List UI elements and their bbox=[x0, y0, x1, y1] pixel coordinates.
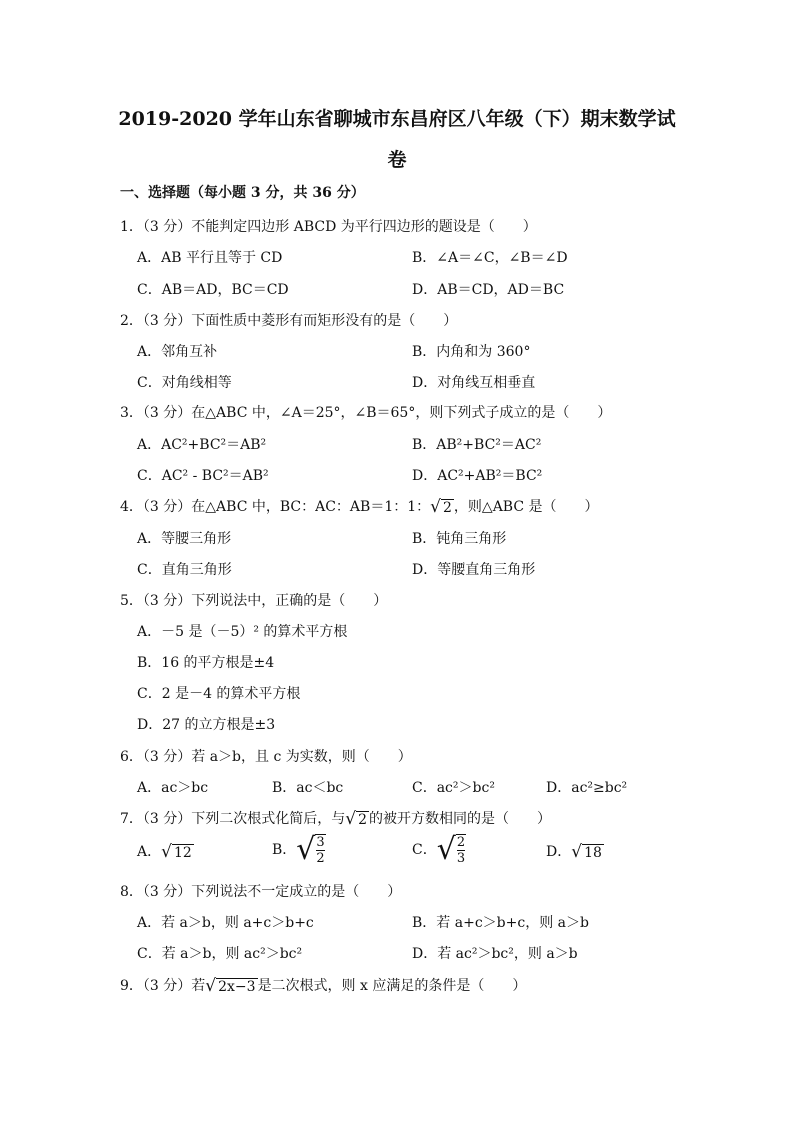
question-9-radicand: 2x−3 bbox=[218, 978, 256, 995]
question-2-stem: 2．（3 分）下面性质中菱形有而矩形没有的是（ ） bbox=[120, 313, 458, 329]
question-4-option-c: C．直角三角形 bbox=[137, 562, 232, 578]
question-8-option-c: C．若 a＞b，则 ac²＞bc² bbox=[137, 946, 303, 962]
fraction bbox=[456, 834, 466, 866]
option-d-radicand: 18 bbox=[584, 844, 602, 861]
numerator: 2 bbox=[456, 835, 466, 850]
question-7-option-a bbox=[137, 842, 194, 862]
question-1-option-b: B．∠A＝∠C，∠B＝∠D bbox=[412, 250, 568, 266]
option-d-label: D． bbox=[546, 844, 572, 860]
question-6-option-c: C．ac²＞bc² bbox=[412, 780, 495, 796]
question-8-option-b: B．若 a+c＞b+c，则 a＞b bbox=[412, 915, 589, 931]
question-3-option-c: C．AC² - BC²＝AB² bbox=[137, 468, 269, 484]
question-3-option-d: D．AC²+AB²＝BC² bbox=[412, 468, 543, 484]
question-7-stem-pre: 7．（3 分）下列二次根式化简后，与 bbox=[120, 811, 346, 827]
question-4-radicand: 2 bbox=[443, 499, 452, 516]
question-9-stem bbox=[120, 976, 526, 996]
question-1-option-c: C．AB＝AD，BC＝CD bbox=[137, 282, 289, 298]
question-2-option-c: C．对角线相等 bbox=[137, 375, 232, 391]
numerator: 3 bbox=[316, 835, 325, 850]
sqrt-symbol: √ $\frac{2}{3}$ bbox=[436, 832, 466, 867]
question-5-option-a: A．－5 是（－5）² 的算术平方根 bbox=[137, 624, 348, 640]
question-5-option-b: B．16 的平方根是±4 bbox=[137, 655, 275, 671]
question-6-option-a: A．ac＞bc bbox=[137, 780, 209, 796]
question-4-option-a: A．等腰三角形 bbox=[137, 531, 232, 547]
question-8-option-d: D．若 ac²＞bc²，则 a＞b bbox=[412, 946, 578, 962]
question-7-option-c bbox=[412, 834, 466, 866]
option-b-label: B． bbox=[272, 842, 297, 858]
question-7-stem-post: 的被开方数相同的是（ ） bbox=[369, 811, 552, 827]
option-c-label: C． bbox=[412, 842, 437, 858]
question-3-option-b: B．AB²+BC²＝AC² bbox=[412, 437, 542, 453]
question-7-radicand: 2 bbox=[358, 811, 368, 828]
question-8-stem: 8．（3 分）下列说法不一定成立的是（ ） bbox=[120, 884, 402, 900]
question-9-stem-pre: 9．（3 分）若 bbox=[120, 978, 206, 994]
question-9-stem-post: 是二次根式，则 x 应满足的条件是（ ） bbox=[257, 978, 527, 994]
question-7-stem bbox=[120, 809, 551, 829]
question-1-stem: 1．（3 分）不能判定四边形 ABCD 为平行四边形的题设是（ ） bbox=[120, 219, 537, 235]
sqrt-symbol: √ 2x−3 bbox=[205, 976, 256, 996]
question-4-option-d: D．等腰直角三角形 bbox=[412, 562, 536, 578]
question-5-option-c: C．2 是－4 的算术平方根 bbox=[137, 686, 301, 702]
question-5-option-d: D．27 的立方根是±3 bbox=[137, 717, 276, 733]
sqrt-symbol: √ $\frac{3}{2}$ bbox=[296, 832, 325, 867]
question-1-option-a: A．AB 平行且等于 CD bbox=[137, 250, 283, 266]
document-title-line2: 卷 bbox=[387, 149, 407, 171]
question-6-stem: 6．（3 分）若 a＞b，且 c 为实数，则（ ） bbox=[120, 749, 412, 765]
question-7-option-d bbox=[546, 842, 604, 862]
sqrt-symbol: √ 12 bbox=[161, 842, 192, 862]
sqrt-symbol: √ 18 bbox=[571, 842, 602, 862]
question-4-stem bbox=[120, 497, 599, 517]
question-3-stem: 3．（3 分）在△ABC 中，∠A＝25°，∠B＝65°，则下列式子成立的是（ ） bbox=[120, 405, 612, 421]
denominator: 3 bbox=[456, 851, 466, 866]
question-1-option-d: D．AB＝CD，AD＝BC bbox=[412, 282, 565, 298]
question-2-option-b: B．内角和为 360° bbox=[412, 344, 531, 360]
question-5-stem: 5．（3 分）下列说法中，正确的是（ ） bbox=[120, 593, 388, 609]
question-8-option-a: A．若 a＞b，则 a+c＞b+c bbox=[137, 915, 314, 931]
sqrt-symbol: √ 2 bbox=[345, 809, 368, 829]
question-6-option-d: D．ac²≥bc² bbox=[546, 780, 628, 796]
question-2-option-d: D．对角线互相垂直 bbox=[412, 375, 536, 391]
question-2-option-a: A．邻角互补 bbox=[137, 344, 218, 360]
option-a-label: A． bbox=[137, 844, 162, 860]
question-3-option-a: A．AC²+BC²＝AB² bbox=[137, 437, 267, 453]
question-4-option-b: B．钝角三角形 bbox=[412, 531, 507, 547]
fraction bbox=[315, 834, 325, 866]
section-heading: 一、选择题（每小题 3 分，共 36 分） bbox=[120, 185, 365, 201]
question-7-option-b bbox=[272, 834, 326, 866]
option-a-radicand: 12 bbox=[173, 844, 192, 861]
sqrt-symbol: √ 2 bbox=[430, 497, 452, 517]
document-title-line1: 2019-2020 学年山东省聊城市东昌府区八年级（下）期末数学试 bbox=[118, 108, 676, 130]
question-4-stem-post: ，则△ABC 是（ ） bbox=[453, 499, 599, 515]
denominator: 2 bbox=[316, 851, 325, 866]
question-4-stem-pre: 4．（3 分）在△ABC 中，BC：AC：AB＝1：1： bbox=[120, 499, 431, 515]
question-6-option-b: B．ac＜bc bbox=[272, 780, 344, 796]
